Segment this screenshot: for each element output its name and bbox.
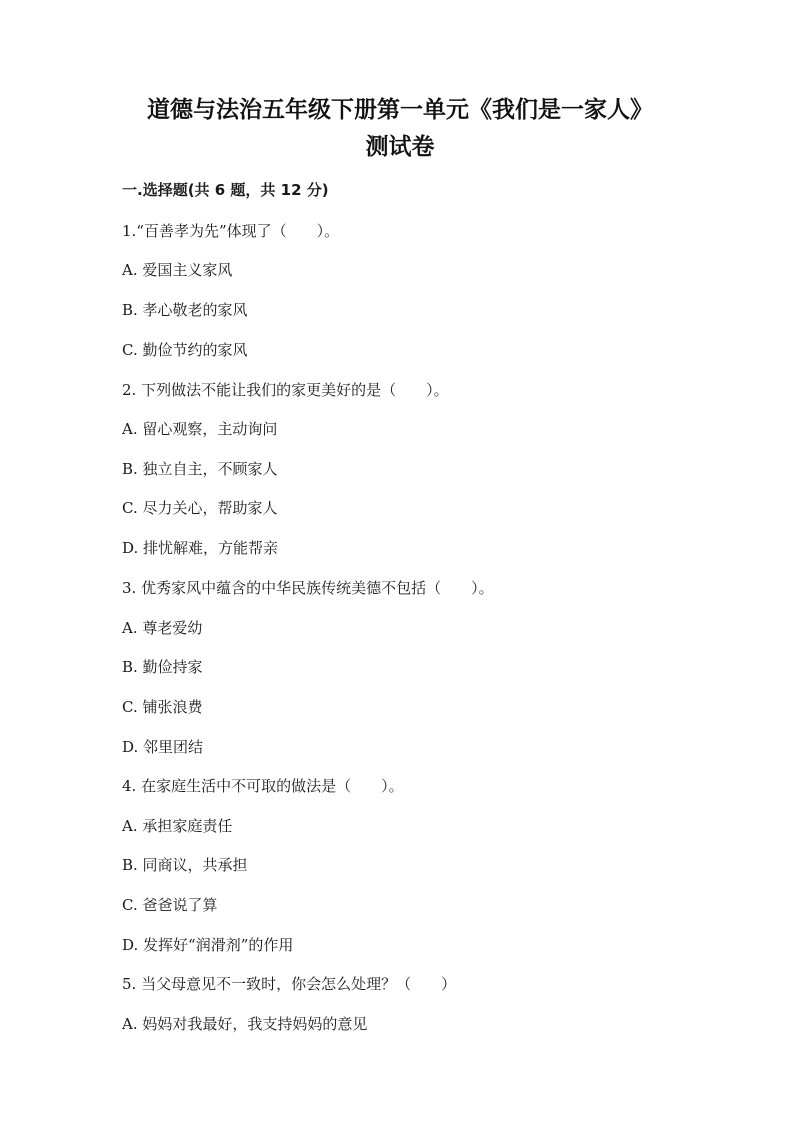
question-4-stem: 4. 在家庭生活中不可取的做法是（ ）。 <box>122 777 404 795</box>
question-4-option-a: A. 承担家庭责任 <box>122 817 233 835</box>
question-3-option-d: D. 邻里团结 <box>122 738 204 756</box>
question-2-option-c: C. 尽力关心，帮助家人 <box>122 499 278 517</box>
question-2-option-d: D. 排忧解难，方能帮亲 <box>122 539 279 557</box>
question-4-option-b: B. 同商议，共承担 <box>122 856 248 874</box>
question-2-option-b: B. 独立自主，不顾家人 <box>122 460 278 478</box>
question-1-stem: 1.“百善孝为先”体现了（ ）。 <box>122 222 340 240</box>
question-2-stem: 2. 下列做法不能让我们的家更美好的是（ ）。 <box>122 381 449 399</box>
question-3-option-b: B. 勤俭持家 <box>122 658 203 676</box>
question-5-stem: 5. 当父母意见不一致时，你会怎么处理？（ ） <box>122 975 457 993</box>
question-4-option-d: D. 发挥好“润滑剂”的作用 <box>122 936 294 954</box>
question-1-option-c: C. 勤俭节约的家风 <box>122 341 248 359</box>
exam-title-subtitle: 测试卷 <box>365 134 435 160</box>
section-heading: 一.选择题(共 6 题，共 12 分) <box>122 181 329 199</box>
question-1-option-a: A. 爱国主义家风 <box>122 261 233 279</box>
question-5-option-a: A. 妈妈对我最好，我支持妈妈的意见 <box>122 1015 368 1033</box>
exam-title: 道德与法治五年级下册第一单元《我们是一家人》 <box>147 97 653 123</box>
question-1-option-b: B. 孝心敬老的家风 <box>122 301 248 319</box>
question-3-option-a: A. 尊老爱幼 <box>122 619 203 637</box>
question-3-option-c: C. 铺张浪费 <box>122 698 203 716</box>
question-4-option-c: C. 爸爸说了算 <box>122 896 218 914</box>
question-3-stem: 3. 优秀家风中蕴含的中华民族传统美德不包括（ ）。 <box>122 579 494 597</box>
question-2-option-a: A. 留心观察，主动询问 <box>122 420 278 438</box>
